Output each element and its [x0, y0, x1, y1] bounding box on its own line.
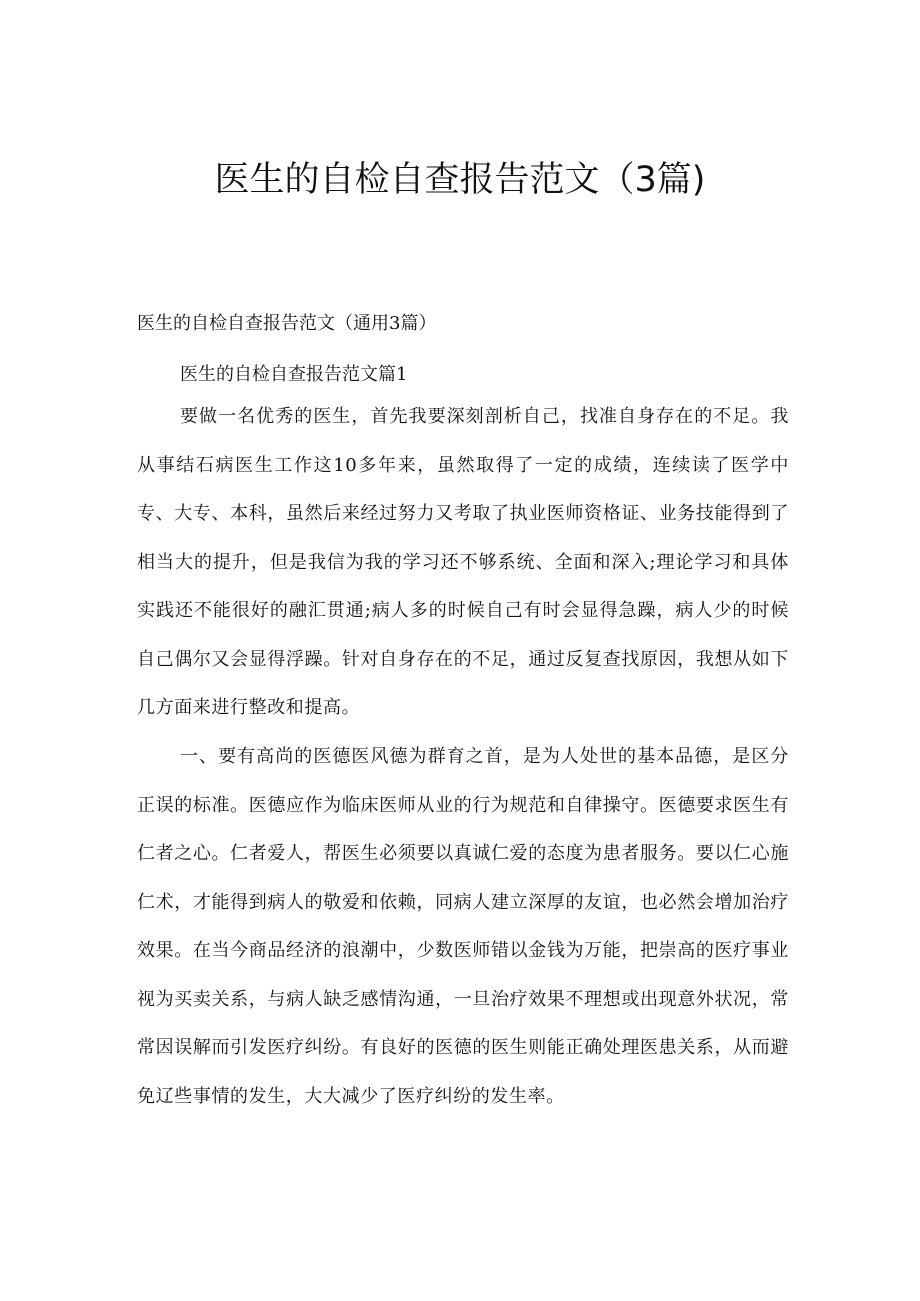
section-heading: 医生的自检自查报告范文篇1 — [180, 364, 408, 385]
document-title: 医生的自检自查报告范文（3篇) — [214, 160, 706, 200]
document-subtitle: 医生的自检自查报告范文（通用3篇） — [137, 313, 437, 334]
body-paragraph-2: 一、要有高尚的医德医风德为群育之首，是为人处世的基本品德，是区分正误的标准。医德应作为临床医师从业的行为规范和自律操守。医德要求医生有仁者之心。仁者爱人，帮医生必须要以真诚仁爱的态度为患者服务。要以仁心施仁术，才能得到病人的敬爱和依赖，同病人建立深厚的友谊，也必然会增加治疗效果。在当今商品经济的浪潮中，少数医师错以金钱为万能，把崇高的医疗事业视为买卖关系，与病人缺乏感情沟通，一旦治疗效果不理想或出现意外状况，常常因误解而引发医疗纠纷。有良好的医德的医生则能正确处理医患关系，从而避免辽些事情的发生，大大减少了医疗纠纷的发生率。 — [137, 746, 789, 1107]
body-paragraph-1: 要做一名优秀的医生，首先我要深刻剖析自己，找准自身存在的不足。我从事结石病医生工作这10多年来，虽然取得了一定的成绩，连续读了医学中专、大专、本科，虽然后来经过努力又考取了执业医师资格证、业务技能得到了相当大的提升，但是我信为我的学习还不够系统、全面和深入;理论学习和具体实践还不能很好的融汇贯通;病人多的时候自己有时会显得急躁，病人少的时候自己偶尔又会显得浮躁。针对自身存在的不足，通过反复查找原因，我想从如下几方面来进行整改和提高。 — [137, 406, 789, 718]
